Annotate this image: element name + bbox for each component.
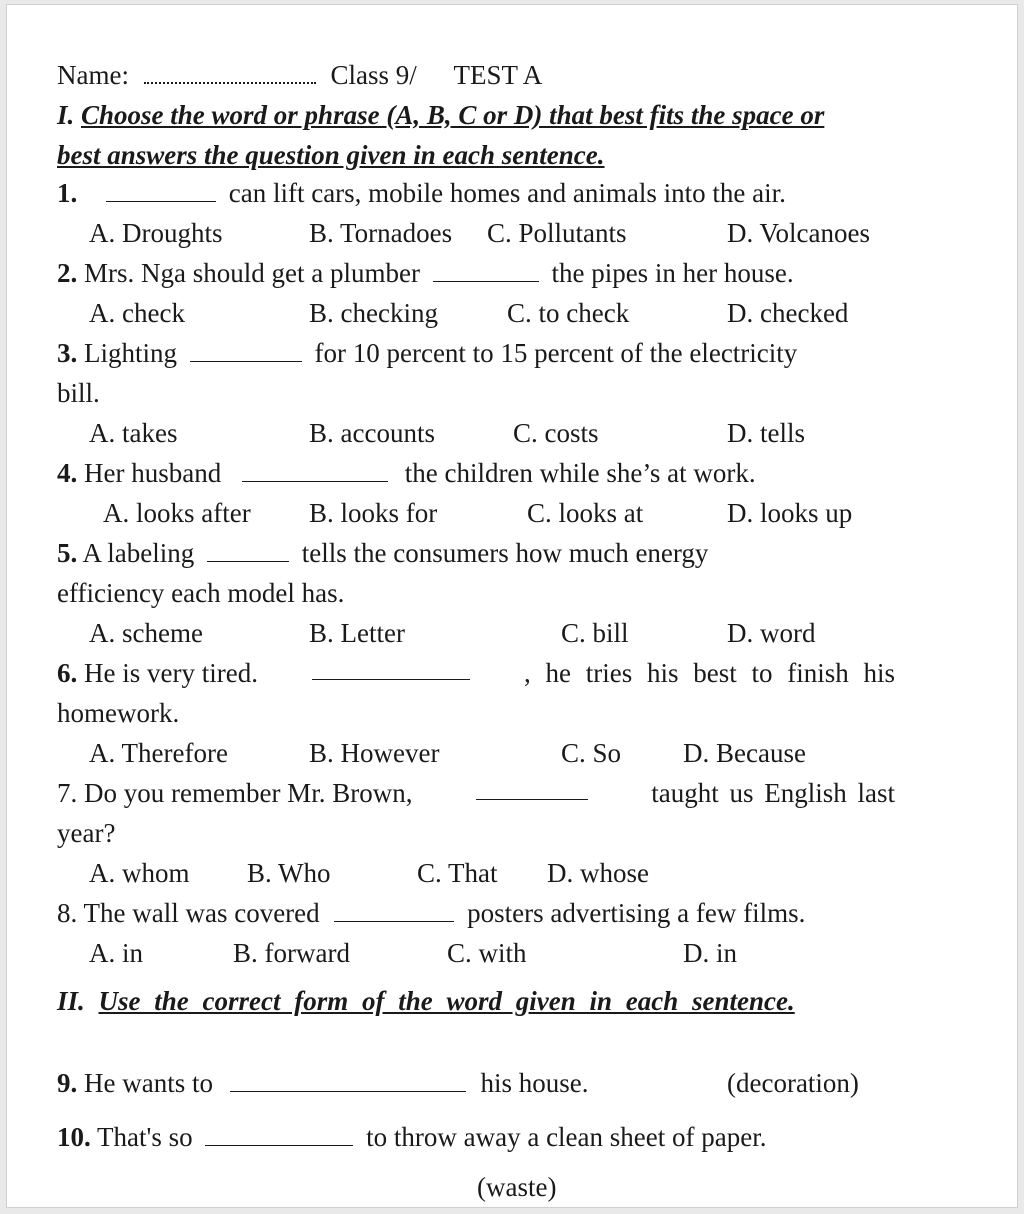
- option-b[interactable]: B. Tornadoes: [309, 218, 453, 248]
- option-c[interactable]: C. to check: [507, 298, 630, 328]
- word-hint: (decoration): [727, 1068, 859, 1098]
- question-number: 6.: [57, 658, 78, 688]
- option-d[interactable]: D. looks up: [727, 498, 853, 528]
- question-text-end: to throw away a clean sheet of paper.: [366, 1122, 767, 1152]
- answer-blank[interactable]: [190, 339, 302, 362]
- option-a[interactable]: A. whom: [89, 858, 190, 888]
- option-c[interactable]: C. with: [447, 938, 527, 968]
- test-label: TEST A: [453, 60, 543, 90]
- answer-blank[interactable]: [106, 179, 216, 202]
- question-text: The wall was covered: [83, 898, 320, 928]
- question-text: A labeling: [82, 538, 195, 568]
- question-10: [57, 1121, 766, 1153]
- option-a[interactable]: A. Therefore: [89, 738, 228, 768]
- option-b[interactable]: B. Who: [247, 858, 331, 888]
- question-text: He wants to: [84, 1068, 213, 1098]
- question-2: [57, 257, 794, 289]
- section-1-number: I.: [57, 100, 82, 130]
- question-text-end: posters advertising a few films.: [467, 898, 806, 928]
- answer-blank[interactable]: [334, 899, 454, 922]
- question-1: [57, 177, 786, 209]
- question-number: 5.: [57, 538, 78, 568]
- option-c[interactable]: C. looks at: [527, 498, 644, 528]
- question-text-end: tells the consumers how much energy: [301, 538, 709, 568]
- section-1-line2: best answers the question given in each sentence.: [57, 140, 605, 170]
- question-number: 8.: [57, 898, 78, 928]
- question-text-end: the pipes in her house.: [551, 258, 794, 288]
- option-d[interactable]: D. checked: [727, 298, 849, 328]
- question-text-end: taught us English last: [651, 778, 895, 808]
- question-text-end: for 10 percent to 15 percent of the electricity: [314, 338, 798, 368]
- option-a[interactable]: A. looks after: [103, 498, 251, 528]
- answer-blank[interactable]: [205, 1123, 353, 1146]
- option-c[interactable]: C. Pollutants: [487, 218, 627, 248]
- section-1-heading: [57, 99, 895, 131]
- answer-blank[interactable]: [242, 459, 388, 482]
- option-d[interactable]: D. tells: [727, 418, 805, 448]
- question-number: 7.: [57, 778, 78, 808]
- question-7-continued: year?: [57, 818, 116, 848]
- question-6: [57, 657, 895, 689]
- word-hint: (waste): [477, 1172, 557, 1202]
- class-label: Class 9/: [330, 60, 417, 90]
- question-text: Lighting: [84, 338, 177, 368]
- option-d[interactable]: D. in: [683, 938, 737, 968]
- answer-blank[interactable]: [476, 777, 588, 800]
- question-6-start: [57, 657, 258, 689]
- question-9: [57, 1067, 588, 1099]
- option-b[interactable]: B. checking: [309, 298, 438, 328]
- question-3: [57, 337, 797, 369]
- option-b[interactable]: B. forward: [233, 938, 350, 968]
- option-c[interactable]: C. bill: [561, 618, 629, 648]
- name-field[interactable]: [144, 60, 316, 84]
- option-a[interactable]: A. takes: [89, 418, 178, 448]
- question-text-end: his house.: [480, 1068, 589, 1098]
- question-7-start: [57, 777, 412, 809]
- option-a[interactable]: A. check: [89, 298, 185, 328]
- question-number: 1.: [57, 178, 78, 208]
- option-a[interactable]: A. scheme: [89, 618, 203, 648]
- worksheet-page: [6, 4, 1018, 1208]
- section-2-heading: [57, 985, 895, 1017]
- question-6-continued: homework.: [57, 698, 180, 728]
- option-b[interactable]: B. accounts: [309, 418, 435, 448]
- question-text: can lift cars, mobile homes and animals into the air.: [228, 178, 786, 208]
- question-8: [57, 897, 805, 929]
- question-text: Mrs. Nga should get a plumber: [84, 258, 420, 288]
- question-text: That's so: [97, 1122, 193, 1152]
- header-line: [57, 59, 542, 91]
- question-7: [57, 777, 895, 809]
- question-number: 9.: [57, 1068, 78, 1098]
- question-number: 3.: [57, 338, 78, 368]
- section-2-title: Use the correct form of the word given in each sentence.: [98, 986, 795, 1016]
- question-number: 2.: [57, 258, 78, 288]
- question-5: [57, 537, 708, 569]
- option-d[interactable]: D. Volcanoes: [727, 218, 870, 248]
- answer-blank[interactable]: [230, 1069, 466, 1092]
- option-d[interactable]: D. Because: [683, 738, 806, 768]
- answer-blank[interactable]: [207, 539, 289, 562]
- option-b[interactable]: B. looks for: [309, 498, 438, 528]
- question-text-end: , he tries his best to finish his: [524, 658, 895, 688]
- option-c[interactable]: C. costs: [513, 418, 599, 448]
- option-b[interactable]: B. Letter: [309, 618, 405, 648]
- question-5-continued: efficiency each model has.: [57, 578, 345, 608]
- option-d[interactable]: D. whose: [547, 858, 649, 888]
- option-c[interactable]: C. That: [417, 858, 498, 888]
- option-c[interactable]: C. So: [561, 738, 622, 768]
- question-text: He is very tired.: [84, 658, 258, 688]
- question-text: Her husband: [84, 458, 222, 488]
- option-a[interactable]: A. in: [89, 938, 143, 968]
- question-number: 10.: [57, 1122, 91, 1152]
- option-a[interactable]: A. Droughts: [89, 218, 223, 248]
- answer-blank[interactable]: [433, 259, 539, 282]
- option-d[interactable]: D. word: [727, 618, 816, 648]
- question-4: [57, 457, 756, 489]
- question-number: 4.: [57, 458, 78, 488]
- name-label: Name:: [57, 60, 129, 90]
- section-1-line1: Choose the word or phrase (A, B, C or D) that best fits the space or: [81, 100, 825, 130]
- question-text-end: the children while she’s at work.: [404, 458, 756, 488]
- option-b[interactable]: B. However: [309, 738, 440, 768]
- answer-blank[interactable]: [312, 657, 470, 680]
- question-3-continued: bill.: [57, 378, 100, 408]
- question-text: Do you remember Mr. Brown,: [84, 778, 413, 808]
- section-2-number: II.: [57, 986, 99, 1016]
